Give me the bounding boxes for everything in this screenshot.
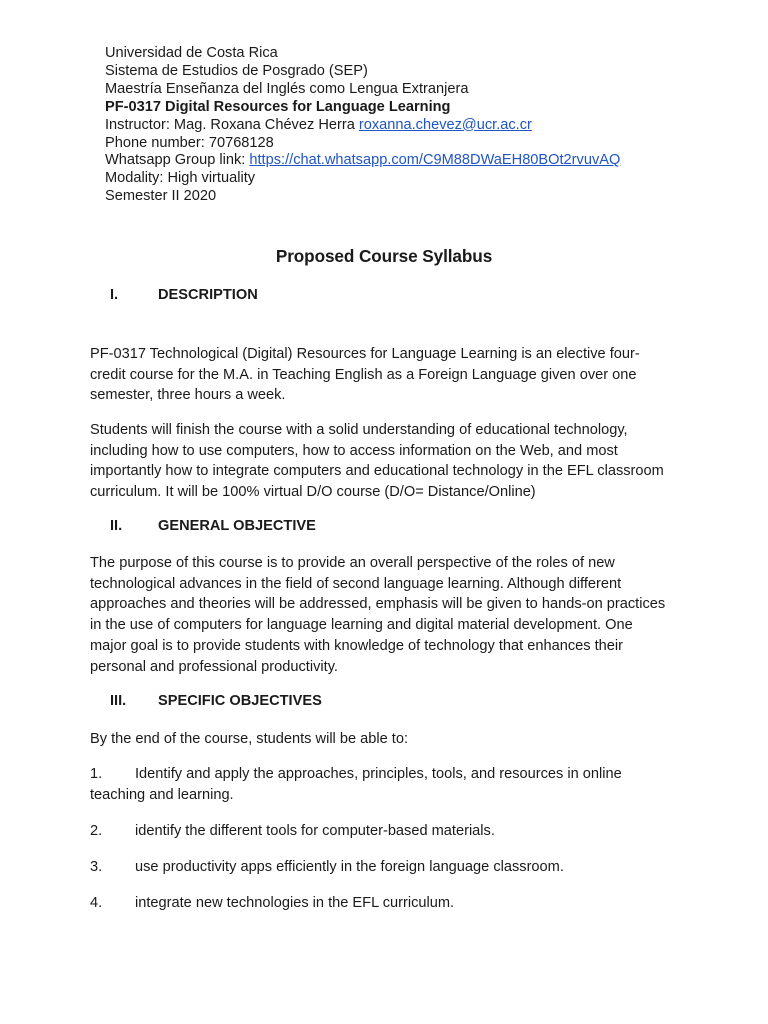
section-label: SPECIFIC OBJECTIVES xyxy=(158,693,322,709)
list-item-number: 2. xyxy=(90,823,103,839)
university-name: Universidad de Costa Rica xyxy=(105,45,278,61)
instructor-line xyxy=(105,117,620,135)
section-label: DESCRIPTION xyxy=(158,287,258,303)
graduate-system: Sistema de Estudios de Posgrado (SEP) xyxy=(105,62,368,79)
list-item-text: identify the different tools for computer-based materials. xyxy=(135,823,495,839)
specific-objectives-intro: By the end of the course, students will be able to: xyxy=(90,731,409,747)
modality: Modality: High virtuality xyxy=(105,170,256,187)
description-paragraph-2: Students will finish the course with a solid understanding of educational technology, including how to use computers, how to access information on the Web, and most importantly how to integrate computers and educational technology in the EFL classroom curriculum. It will be 100% virtual D/O course (D/O= Distance/Online) xyxy=(90,422,664,501)
list-item xyxy=(90,893,670,914)
list-item xyxy=(90,857,670,878)
whatsapp-line xyxy=(105,152,620,170)
instructor-label: Instructor: Mag. Roxana Chévez Herra xyxy=(105,116,359,133)
list-item-number: 3. xyxy=(90,859,103,875)
phone-number: Phone number: 70768128 xyxy=(105,134,274,151)
section-number: III. xyxy=(110,693,127,709)
general-objective-paragraph: The purpose of this course is to provide an overall perspective of the roles of new technological advances in the field of second language learning. Although different approaches and theories will be addressed, emphasis will be given to hands-on practices in the use of computers for language learning and digital material development. One major goal is to provide students with knowledge of technology that enhances their personal and professional productivity. xyxy=(90,555,666,675)
list-item xyxy=(90,764,670,805)
instructor-email-link[interactable]: roxanna.chevez@ucr.ac.cr xyxy=(358,116,532,133)
whatsapp-label: Whatsapp Group link: xyxy=(105,152,250,169)
section-number: I. xyxy=(110,287,119,303)
list-item-text: integrate new technologies in the EFL curriculum. xyxy=(135,895,455,911)
document-header xyxy=(105,45,620,206)
page-title: Proposed Course Syllabus xyxy=(275,246,493,266)
list-item-text: use productivity apps efficiently in the foreign language classroom. xyxy=(135,859,564,875)
section-number: II. xyxy=(110,518,123,534)
list-item-text: Identify and apply the approaches, principles, tools, and resources in online teaching and learning. xyxy=(90,766,622,803)
description-paragraph-1: PF-0317 Technological (Digital) Resources for Language Learning is an elective four-credit course for the M.A. in Teaching English as a Foreign Language given over one semester, three hours a week. xyxy=(90,346,640,404)
list-item xyxy=(90,821,670,842)
list-item-number: 4. xyxy=(90,895,103,911)
semester: Semester II 2020 xyxy=(105,188,217,205)
course-name: PF-0317 Digital Resources for Language Learning xyxy=(105,98,451,115)
whatsapp-group-link[interactable]: https://chat.whatsapp.com/C9M88DWaEH80BOt2rvuvAQ xyxy=(249,152,621,169)
section-label: GENERAL OBJECTIVE xyxy=(158,518,316,534)
list-item-number: 1. xyxy=(90,766,103,782)
program-name: Maestría Enseñanza del Inglés como Lengua Extranjera xyxy=(105,80,469,97)
